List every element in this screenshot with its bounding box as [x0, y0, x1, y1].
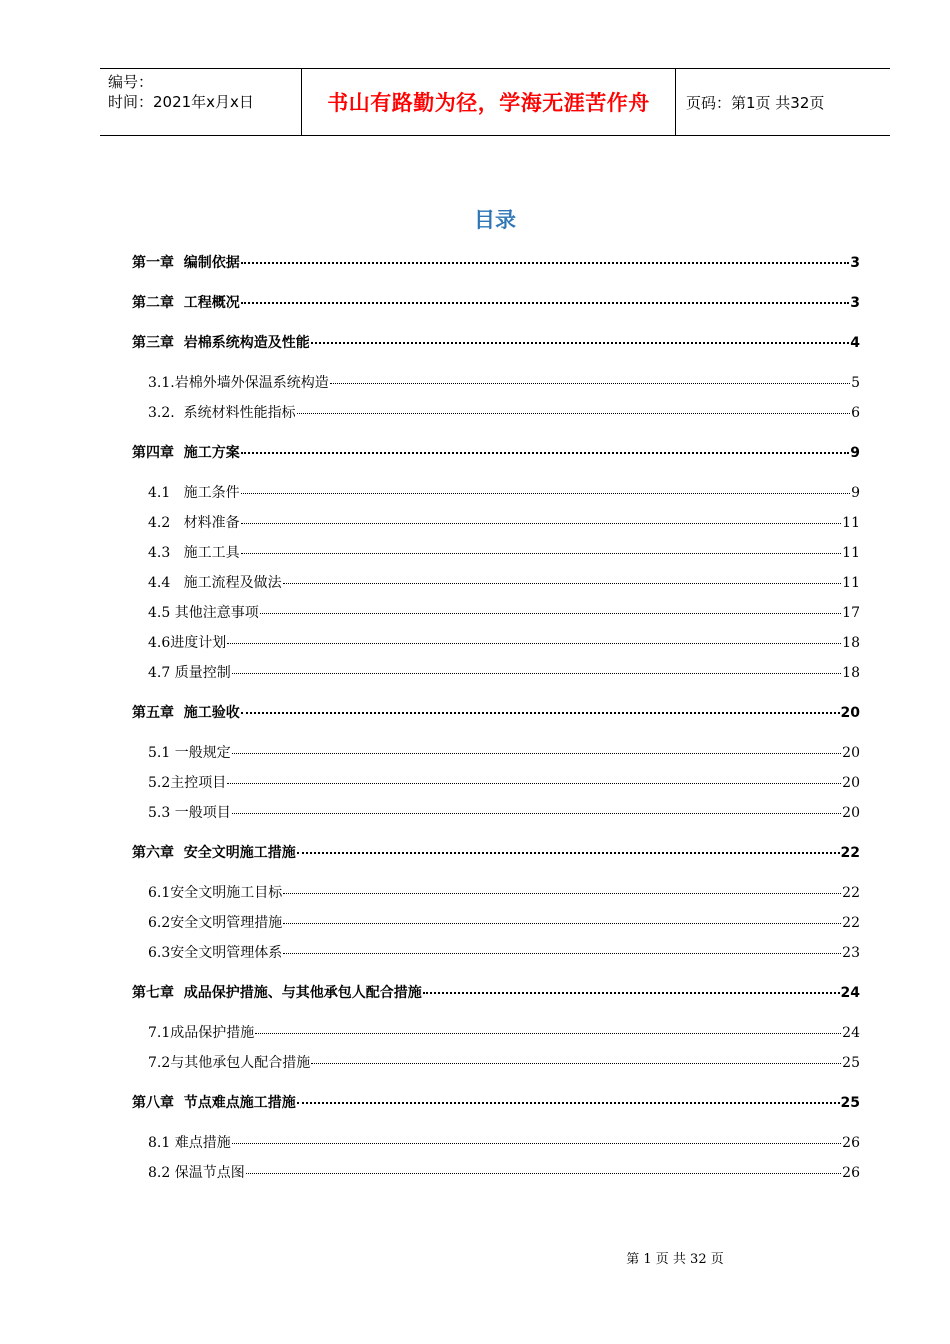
toc-entry[interactable]: 6.1安全文明施工目标 22 [148, 885, 860, 901]
toc-entry[interactable]: 第一章 编制依据 3 [132, 255, 860, 271]
toc-entry[interactable]: 第五章 施工验收 20 [132, 705, 860, 721]
toc-entry[interactable]: 4.1 施工条件 9 [148, 485, 860, 501]
number-label: 编号： [108, 73, 154, 91]
toc-entry[interactable]: 5.1 一般规定 20 [148, 745, 860, 761]
toc-entry[interactable]: 第八章 节点难点施工措施 25 [132, 1095, 860, 1111]
toc-entry[interactable]: 7.2与其他承包人配合措施 25 [148, 1055, 860, 1071]
page-label: 页码：第1页 共32页 [686, 93, 825, 112]
toc-entry[interactable]: 4.5 其他注意事项 17 [148, 605, 860, 621]
toc-entry[interactable]: 4.4 施工流程及做法 11 [148, 575, 860, 591]
toc-entry[interactable]: 7.1成品保护措施 24 [148, 1025, 860, 1041]
toc-entry[interactable]: 第二章 工程概况 3 [132, 295, 860, 311]
toc-entry[interactable]: 3.2. 系统材料性能指标 6 [148, 405, 860, 421]
page-footer: 第 1 页 共 32 页 [626, 1252, 724, 1267]
toc-entry[interactable]: 6.2安全文明管理措施 22 [148, 915, 860, 931]
toc-entry[interactable]: 3.1.岩棉外墙外保温系统构造 5 [148, 375, 860, 391]
toc-entry[interactable]: 第四章 施工方案 9 [132, 445, 860, 461]
toc-entry[interactable]: 第三章 岩棉系统构造及性能 4 [132, 335, 860, 351]
toc-entry[interactable]: 8.1 难点措施 26 [148, 1135, 860, 1151]
toc-entry[interactable]: 5.2主控项目 20 [148, 775, 860, 791]
toc-title: 目录 [474, 208, 516, 232]
header-left-cell [100, 69, 302, 135]
toc-entry[interactable]: 6.3安全文明管理体系 23 [148, 945, 860, 961]
toc-entry[interactable]: 4.7 质量控制 18 [148, 665, 860, 681]
page-header [100, 68, 890, 136]
toc-entry[interactable]: 4.2 材料准备 11 [148, 515, 860, 531]
toc-entry[interactable]: 4.6进度计划 18 [148, 635, 860, 651]
toc-entry[interactable]: 4.3 施工工具 11 [148, 545, 860, 561]
toc-entry[interactable]: 第六章 安全文明施工措施 22 [132, 845, 860, 861]
toc-entry[interactable]: 第七章 成品保护措施、与其他承包人配合措施 24 [132, 985, 860, 1001]
motto: 书山有路勤为径，学海无涯苦作舟 [302, 69, 676, 135]
toc-entry[interactable]: 5.3 一般项目 20 [148, 805, 860, 821]
time-label: 时间：2021年x月x日 [108, 93, 254, 111]
toc-entry[interactable]: 8.2 保温节点图 26 [148, 1165, 860, 1181]
